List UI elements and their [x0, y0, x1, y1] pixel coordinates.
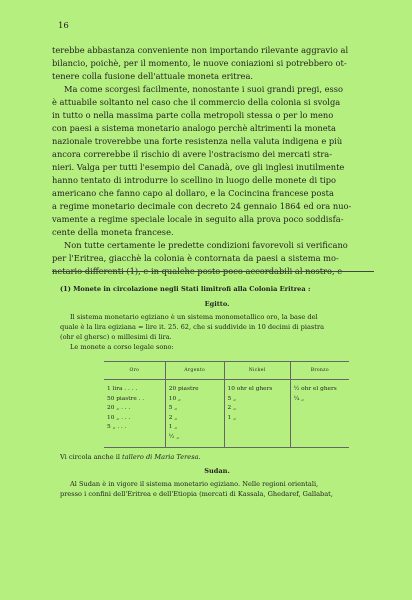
body-line: con paesi a sistema monetario analogo perchè altrimenti la moneta: [52, 123, 336, 133]
table-cell: [224, 433, 290, 447]
footnote-line: Il sistema monetario egiziano è un sistema monometallico oro, la base del: [70, 313, 318, 321]
body-line: nazionale troverebbe una forte resistenza nella valuta indigena e più: [52, 136, 343, 146]
body-line: Ma come scorgesi facilmente, nonostante i suoi grandi pregi, esso: [64, 84, 344, 94]
table-row: [104, 414, 349, 424]
table-cell: 20 piastre: [165, 380, 224, 395]
table-cell: 5 „ . . .: [107, 424, 127, 431]
footnote-line: presso i confini dell'Eritrea e dell'Etiopia (mercati di Kassala, Ghedaref, Gallabat,: [60, 490, 333, 498]
body-line: tenere colla fusione dell'attuale moneta eritrea.: [52, 71, 254, 81]
table-cell: 1 lira . . . .: [107, 386, 138, 392]
footnote: [60, 284, 374, 352]
table-cell: [290, 404, 349, 414]
table-cell: 2 „: [224, 404, 290, 414]
table-cell: [224, 423, 290, 433]
body-line: in tutto o nella massima parte colla metropoli stessa o per lo meno: [52, 110, 334, 120]
column-header: Nickel: [224, 362, 290, 380]
tallero-prefix: Vi circola anche il: [60, 453, 123, 461]
table-cell: ½ „: [165, 433, 224, 447]
table-cell: ¼ „: [290, 395, 349, 405]
column-header: Bronzo: [290, 362, 349, 380]
body-line: hanno tentato di introdurre lo scellino in luogo delle monete di tipo: [52, 175, 337, 185]
table-cell: 1 „: [165, 423, 224, 433]
footnote-line: Al Sudan è in vigore il sistema monetario egiziano. Nelle regioni orientali,: [70, 480, 319, 488]
body-line: è attuabile soltanto nel caso che il commercio della colonia si svolga: [52, 97, 341, 107]
table-cell: 5 „: [224, 395, 290, 405]
footnote-line: Le monete a corso legale sono:: [70, 343, 174, 351]
footnote-continued: [60, 452, 374, 499]
column-header: Argento: [165, 362, 224, 380]
table-cell: ½ ohr el ghers: [290, 380, 349, 395]
table-cell: [290, 414, 349, 424]
body-line: terebbe abbastanza conveniente non importando rilevante aggravio al: [52, 45, 349, 55]
table-cell: 10 ohr el ghers: [224, 380, 290, 395]
table-row: [104, 395, 349, 405]
tallero-line: [60, 452, 374, 462]
body-line: ancora correrebbe il rischio di avere l'ostracismo dei mercati stra-: [52, 149, 333, 159]
tallero-suffix: .: [198, 453, 201, 461]
body-text: [52, 44, 374, 278]
coin-table: [104, 361, 349, 448]
table-row: [104, 433, 349, 447]
table-cell: 5 „: [165, 404, 224, 414]
tallero-italic: tallero di Maria Teresa: [122, 453, 199, 461]
column-header: Oro: [104, 362, 165, 380]
page-number: 16: [58, 21, 69, 31]
section-title-sudan: Sudan.: [204, 467, 230, 475]
table-cell: 1 „: [224, 414, 290, 424]
table-row: [104, 380, 349, 395]
body-line: netario differenti (1), e in qualche posto poco accordabili al nostro, e: [52, 266, 343, 276]
table-row: [104, 423, 349, 433]
footnote-separator: [52, 271, 374, 272]
body-line: cente della moneta francese.: [52, 227, 174, 237]
table-cell: 10 „ . . .: [107, 414, 131, 421]
table-cell: 2 „: [165, 414, 224, 424]
table-header-row: [104, 362, 349, 380]
body-line: americano che fanno capo al dollaro, e la Cocincina francese posta: [52, 188, 334, 198]
body-line: a regime monetario decimale con decreto 24 gennaio 1864 ed ora nuo-: [52, 201, 352, 211]
table-cell: [290, 433, 349, 447]
body-line: bilancio, poichè, per il momento, le nuove coniazioni si potrebbero ot-: [52, 58, 347, 68]
footnote-heading: (1) Monete in circolazione negli Stati limitrofi alla Colonia Eritrea :: [60, 285, 311, 293]
table-row: [104, 404, 349, 414]
body-line: Non tutte certamente le predette condizioni favorevoli si verificano: [64, 240, 348, 250]
table-cell: 20 „ . . .: [107, 405, 131, 412]
section-title-egypt: Egitto.: [204, 300, 230, 308]
table-cell: [104, 433, 165, 447]
body-line: vamente a regime speciale locale in seguito alla prova poco soddisfa-: [52, 214, 344, 224]
footnote-line: quale è la lira egiziana = lire it. 25. 62, che si suddivide in 10 decimi di piastra: [60, 323, 325, 331]
body-line: nieri. Valga per tutti l'esempio del Canadà, ove gli inglesi inutilmente: [52, 162, 345, 172]
body-line: per l'Eritrea, giacchè la colonia è contornata da paesi a sistema mo-: [52, 253, 339, 263]
table-cell: 10 „: [165, 395, 224, 405]
table-cell: [290, 423, 349, 433]
table-cell: 50 piastre . .: [107, 395, 145, 402]
footnote-line: (ohr el ghersc) o millesimi di lira.: [60, 333, 172, 341]
